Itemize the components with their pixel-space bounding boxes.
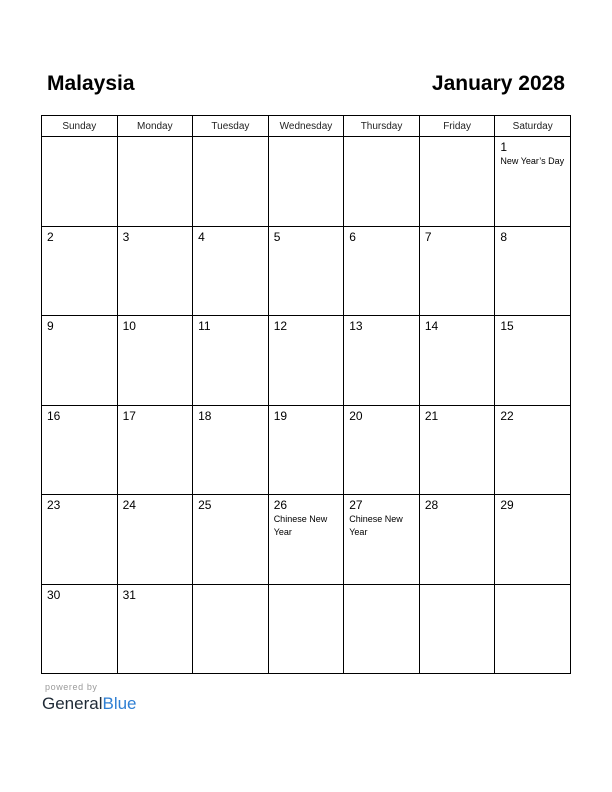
day-cell: [268, 226, 344, 316]
day-cell-content: [42, 227, 117, 244]
day-cell-content: [495, 406, 570, 423]
day-cell: [495, 495, 571, 585]
day-cell-content: [344, 227, 419, 244]
weekday-tuesday: Tuesday: [193, 116, 269, 137]
day-number: 16: [47, 408, 61, 423]
day-number: 29: [500, 498, 514, 512]
day-number: 19: [273, 408, 288, 423]
day-cell-content: [269, 406, 344, 423]
weekday-thursday: Thursday: [344, 116, 420, 137]
day-number: 27: [349, 498, 363, 512]
day-cell: [268, 316, 344, 406]
day-cell-content: [118, 227, 193, 244]
day-cell-content: [193, 227, 268, 244]
day-cell: [495, 584, 571, 674]
day-cell: [419, 584, 495, 674]
day-number: 30: [47, 587, 61, 602]
holiday-label: New Year’s Day: [500, 156, 565, 166]
calendar-body: [42, 137, 571, 674]
day-cell-content: [118, 137, 193, 140]
day-cell: [419, 226, 495, 316]
branding: [42, 682, 137, 715]
day-number: 5: [273, 229, 281, 244]
day-number: 12: [273, 319, 288, 333]
day-cell: [344, 316, 420, 406]
day-cell-content: [42, 406, 117, 423]
day-cell-content: [269, 585, 344, 588]
day-number: 24: [122, 498, 136, 512]
day-number: 2: [47, 229, 54, 244]
country-title: Malaysia: [47, 72, 135, 95]
week-row: [42, 137, 571, 227]
day-number: 28: [424, 498, 439, 512]
day-cell: [193, 226, 269, 316]
day-number: 22: [500, 408, 514, 423]
day-number: 20: [349, 408, 363, 423]
day-number: 3: [122, 229, 130, 244]
day-cell-content: [118, 495, 193, 512]
day-number: 23: [47, 498, 61, 512]
day-cell: [268, 137, 344, 227]
day-cell-content: [193, 406, 268, 423]
weekday-wednesday: Wednesday: [268, 116, 344, 137]
week-row: [42, 584, 571, 674]
day-number: 25: [198, 498, 212, 512]
day-cell-content: [420, 137, 495, 140]
day-cell: [419, 316, 495, 406]
day-number: 6: [349, 229, 356, 244]
weekday-monday: Monday: [117, 116, 193, 137]
week-row: [42, 226, 571, 316]
brand-blue-text: Blue: [102, 694, 137, 713]
day-cell-content: [495, 137, 570, 168]
day-number: 13: [349, 319, 363, 333]
day-cell-content: [420, 585, 495, 588]
day-number: 31: [122, 587, 136, 602]
day-cell: [42, 405, 118, 495]
day-number: 7: [424, 229, 432, 244]
day-cell: [117, 584, 193, 674]
day-cell: [344, 137, 420, 227]
day-cell-content: [420, 495, 495, 512]
day-cell-content: [344, 137, 419, 140]
day-cell: [193, 405, 269, 495]
day-cell-content: [495, 585, 570, 588]
month-year-title: January 2028: [431, 72, 565, 95]
day-number: 15: [500, 319, 514, 333]
holiday-label: Chinese New Year: [273, 514, 328, 537]
day-cell-content: [118, 406, 193, 423]
day-cell-content: [193, 316, 268, 333]
day-cell: [117, 405, 193, 495]
day-cell: [268, 584, 344, 674]
day-cell: [495, 137, 571, 227]
day-cell-content: [495, 316, 570, 333]
day-cell-content: [269, 137, 344, 140]
day-number: 1: [500, 140, 508, 154]
day-cell: [193, 137, 269, 227]
day-number: 11: [198, 319, 211, 333]
brand-general-text: General: [42, 694, 103, 713]
day-cell-content: [495, 495, 570, 512]
day-cell-content: [118, 316, 193, 333]
day-cell: [268, 495, 344, 585]
day-cell: [42, 584, 118, 674]
day-cell: [42, 226, 118, 316]
day-number: 26: [273, 498, 288, 512]
day-cell: [344, 226, 420, 316]
day-cell: [344, 495, 420, 585]
day-cell: [42, 316, 118, 406]
weekday-header-row: [42, 116, 571, 137]
day-number: 8: [500, 229, 508, 244]
day-number: 10: [122, 319, 136, 333]
day-cell: [193, 316, 269, 406]
day-cell-content: [344, 495, 419, 539]
day-cell-content: [269, 227, 344, 244]
powered-by-label: powered by: [45, 682, 98, 692]
day-cell-content: [344, 406, 419, 423]
day-cell-content: [344, 585, 419, 588]
day-cell-content: [118, 585, 193, 602]
day-number: 14: [424, 319, 439, 333]
day-cell-content: [193, 585, 268, 588]
weekday-saturday: Saturday: [495, 116, 571, 137]
day-cell: [117, 495, 193, 585]
day-cell-content: [269, 316, 344, 333]
day-cell-content: [420, 406, 495, 423]
day-cell: [495, 226, 571, 316]
day-cell: [344, 405, 420, 495]
day-cell: [117, 226, 193, 316]
calendar-grid: [41, 115, 571, 674]
day-cell: [268, 405, 344, 495]
week-row: [42, 495, 571, 585]
day-number: 4: [198, 229, 205, 244]
day-cell-content: [420, 316, 495, 333]
day-cell: [42, 137, 118, 227]
day-cell: [495, 405, 571, 495]
day-cell: [117, 316, 193, 406]
day-cell: [419, 405, 495, 495]
day-cell-content: [420, 227, 495, 244]
day-cell-content: [193, 495, 268, 512]
day-cell-content: [42, 137, 117, 140]
day-cell: [344, 584, 420, 674]
weekday-sunday: Sunday: [42, 116, 118, 137]
day-cell: [193, 495, 269, 585]
day-number: 9: [47, 319, 54, 333]
day-cell-content: [344, 316, 419, 333]
day-cell: [419, 495, 495, 585]
day-cell-content: [42, 585, 117, 602]
week-row: [42, 316, 571, 406]
day-cell-content: [269, 495, 344, 539]
day-cell: [495, 316, 571, 406]
day-cell-content: [42, 316, 117, 333]
day-cell-content: [495, 227, 570, 244]
brand-logo: [42, 693, 137, 715]
day-number: 17: [122, 408, 136, 423]
day-cell: [419, 137, 495, 227]
day-cell: [117, 137, 193, 227]
day-number: 18: [198, 408, 212, 423]
day-number: 21: [424, 408, 439, 423]
day-cell: [42, 495, 118, 585]
weekday-friday: Friday: [419, 116, 495, 137]
week-row: [42, 405, 571, 495]
day-cell: [193, 584, 269, 674]
day-cell-content: [193, 137, 268, 140]
holiday-label: Chinese New Year: [349, 514, 403, 537]
day-cell-content: [42, 495, 117, 512]
